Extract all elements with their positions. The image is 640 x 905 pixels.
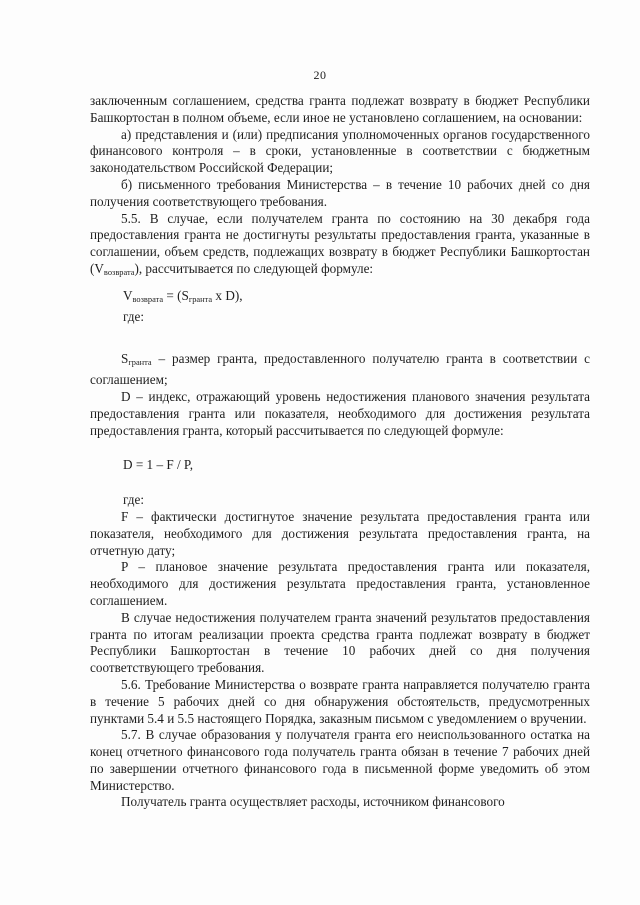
paragraph-p-definition: P – плановое значение результата предоставления гранта или показателя, необходимого для достижения результата предоставления гранта, установленное соглашением.: [90, 559, 590, 608]
paragraph-5-5-subscript: возврата: [103, 267, 135, 277]
paragraph-item-a: а) представления и (или) предписания уполномоченных органов государственного финансового контроля – в сроки, установленные в соответствии с бюджетным законодательством Российской Федерации;: [90, 126, 590, 176]
formula-v: V: [123, 287, 133, 303]
paragraph-5-6: 5.6. Требование Министерства о возврате гранта направляется получателю гранта в течение 5 рабочих дней со дня обнаружения обстоятельств, предусмотренных пунктами 5.4 и 5.5 настоящего Порядка, заказным письмом с уведомлением о вручении.: [90, 676, 590, 726]
formula-refund-volume: [90, 288, 590, 309]
page-number: 20: [313, 68, 327, 82]
formula-end: x D),: [212, 287, 243, 303]
paragraph-d-index: D – индекс, отражающий уровень недостижения планового значения результата предоставления гранта или показателя, необходимого для достижения результата предоставления гранта, который рассчитывается по следующей формуле:: [90, 388, 590, 438]
paragraph-5-5-text-b: ), рассчитывается по следующей формуле:: [134, 260, 374, 276]
paragraph-expenses: Получатель гранта осуществляет расходы, источником финансового: [121, 794, 505, 810]
s-grant-definition: – размер гранта, предоставленного получателю гранта в соответствии с соглашением;: [90, 351, 590, 388]
paragraph-non-achievement: В случае недостижения получателем гранта значений результатов предоставления гранта по итогам реализации проекта средства гранта подлежат возврату в бюджет Республики Башкортостан в течение 10 рабочих дней со дня получения соответствующего требования.: [90, 609, 590, 676]
formula-s-subscript: гранта: [188, 294, 213, 304]
paragraph-5-5-text-a: 5.5. В случае, если получателем гранта по состоянию на 30 декабря года предоставления гранта не достигнуты результаты предоставления гранта, указанные в соглашении, объем средств, подлежащих возврату в бюджет Республики Башкортостан (V: [90, 210, 590, 276]
s-grant-symbol: S: [121, 351, 129, 367]
document-body: [90, 93, 590, 811]
where-label-1: где:: [123, 308, 144, 324]
paragraph-5-7: 5.7. В случае образования у получателя гранта его неиспользованного остатка на конец отчетного финансового года получатель гранта обязан в течение 7 рабочих дней по завершении отчетного финансового года в письменной форме уведомить об этом Министерство.: [90, 727, 590, 793]
where-label-2: где:: [123, 492, 144, 508]
s-grant-subscript: гранта: [128, 358, 152, 368]
formula-middle: = (S: [163, 287, 189, 303]
paragraph-item-b: б) письменного требования Министерства – в течение 10 рабочих дней со дня получения соответствующего требования.: [90, 176, 590, 209]
paragraph-f-definition: F – фактически достигнутое значение результата предоставления гранта или показателя, необходимого для достижения результата предоставления гранта, на отчетную дату;: [90, 508, 590, 558]
paragraph-5-5: [90, 211, 590, 282]
formula-d: D = 1 – F / P,: [123, 457, 194, 473]
paragraph-refund-basis: заключенным соглашением, средства гранта подлежат возврату в бюджет Республики Башкортостан в полном объеме, если иное не установлено соглашением, на основании:: [90, 93, 590, 125]
paragraph-s-grant: [90, 351, 590, 389]
formula-v-subscript: возврата: [132, 294, 164, 304]
